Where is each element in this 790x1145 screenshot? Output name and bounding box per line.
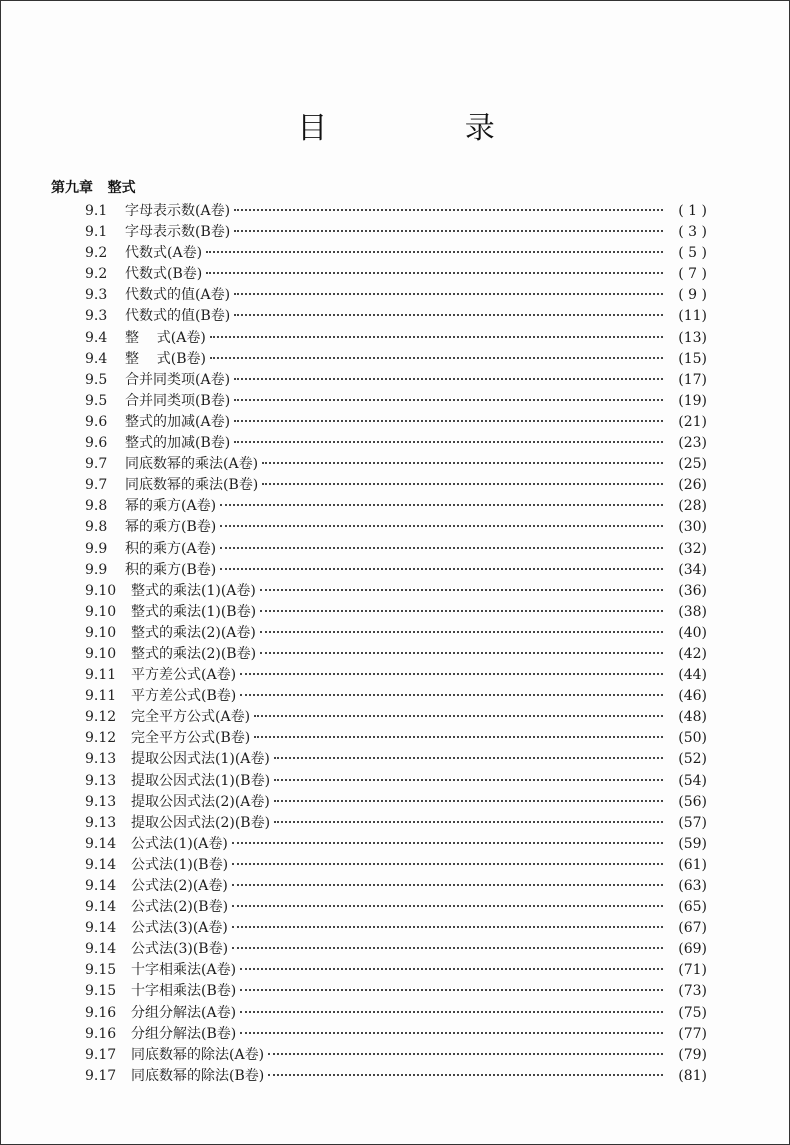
page-number: (61)	[678, 856, 707, 873]
section-number: 9.3	[85, 308, 108, 325]
section-number: 9.10	[85, 624, 117, 641]
toc-entry[interactable]	[85, 602, 707, 623]
toc-entry[interactable]	[85, 855, 707, 876]
section-number: 9.8	[85, 519, 108, 536]
page-number: (71)	[678, 962, 707, 979]
page-number: (13)	[678, 329, 707, 346]
section-number: 9.11	[85, 688, 117, 705]
toc-entry[interactable]	[85, 771, 707, 792]
dot-leader	[268, 1053, 663, 1055]
page-number: ( 3 )	[678, 224, 707, 241]
page-number: ( 5 )	[678, 245, 707, 262]
dot-leader	[240, 1032, 663, 1034]
toc-entry[interactable]	[85, 834, 707, 855]
section-number: 9.2	[85, 245, 108, 262]
section-title: 合并同类项(B卷)	[125, 392, 231, 409]
toc-entry[interactable]	[85, 1003, 707, 1024]
toc-entry[interactable]	[85, 264, 707, 285]
section-number: 9.8	[85, 498, 108, 515]
dot-leader	[254, 736, 663, 738]
page-number: (11)	[678, 308, 707, 325]
dot-leader	[254, 715, 663, 717]
page-number: (59)	[678, 835, 707, 852]
page-number: ( 9 )	[678, 287, 707, 304]
dot-leader	[260, 652, 663, 654]
page-number: (77)	[678, 1025, 707, 1042]
section-number: 9.9	[85, 561, 108, 578]
section-number: 9.16	[85, 1025, 117, 1042]
page-number: (15)	[678, 350, 707, 367]
toc-entry[interactable]	[85, 707, 707, 728]
section-title: 平方差公式(B卷)	[131, 688, 237, 705]
toc-entry[interactable]	[85, 433, 707, 454]
section-number: 9.5	[85, 371, 108, 388]
dot-leader	[232, 863, 663, 865]
toc-entry[interactable]	[85, 475, 707, 496]
toc-entry[interactable]	[85, 749, 707, 770]
section-title: 同底数幂的乘法(A卷)	[125, 456, 259, 473]
section-title: 同底数幂的除法(A卷)	[131, 1046, 265, 1063]
page-number: (52)	[678, 751, 707, 768]
page-number: (63)	[678, 878, 707, 894]
page-number: (54)	[678, 772, 707, 789]
page-number: (50)	[678, 730, 707, 747]
section-number: 9.5	[85, 392, 108, 409]
dot-leader	[274, 821, 663, 823]
toc-entry[interactable]	[85, 960, 707, 981]
section-number: 9.10	[85, 645, 117, 662]
page-number: (56)	[678, 793, 707, 810]
page-number: (69)	[678, 941, 707, 958]
dot-leader	[210, 357, 663, 359]
toc-entry[interactable]	[85, 918, 707, 939]
dot-leader	[232, 905, 663, 907]
toc-entry[interactable]	[85, 285, 707, 306]
section-number: 9.11	[85, 667, 117, 684]
toc-entry[interactable]	[85, 981, 707, 1002]
page-number: (75)	[678, 1004, 707, 1021]
section-number: 9.12	[85, 709, 117, 726]
page-number: (42)	[678, 645, 707, 662]
dot-leader	[260, 610, 663, 612]
dot-leader	[210, 336, 663, 338]
dot-leader	[232, 884, 663, 886]
toc-entry[interactable]	[85, 201, 707, 222]
section-number: 9.2	[85, 266, 108, 283]
dot-leader	[220, 504, 663, 506]
section-title: 整 式(A卷)	[125, 329, 206, 346]
section-title: 代数式(A卷)	[125, 245, 203, 262]
section-title: 公式法(1)(A卷)	[131, 835, 228, 852]
section-number: 9.13	[85, 751, 117, 768]
toc-entry[interactable]	[85, 328, 707, 349]
page-number: (25)	[678, 456, 707, 473]
dot-leader	[206, 251, 663, 253]
section-number: 9.3	[85, 287, 108, 304]
section-title: 同底数幂的除法(B卷)	[131, 1067, 265, 1084]
chapter-heading: 第九章 整式	[51, 180, 136, 196]
section-number: 9.6	[85, 435, 108, 452]
section-number: 9.9	[85, 540, 108, 557]
dot-leader	[274, 757, 663, 759]
section-title: 公式法(2)(A卷)	[131, 878, 228, 894]
toc-entry[interactable]	[85, 897, 707, 918]
dot-leader	[232, 947, 663, 949]
section-title: 幂的乘方(B卷)	[125, 519, 217, 536]
toc-entry[interactable]	[85, 539, 707, 560]
section-title: 字母表示数(B卷)	[125, 224, 231, 241]
section-number: 9.17	[85, 1067, 117, 1084]
dot-leader	[234, 314, 663, 316]
section-title: 整式的乘法(2)(A卷)	[131, 624, 256, 641]
dot-leader	[220, 525, 663, 527]
section-title: 十字相乘法(A卷)	[131, 962, 237, 979]
page-number: (79)	[678, 1046, 707, 1063]
section-number: 9.16	[85, 1004, 117, 1021]
toc-entry[interactable]	[85, 370, 707, 391]
section-title: 平方差公式(A卷)	[131, 667, 237, 684]
section-number: 9.10	[85, 582, 117, 599]
page-number: (19)	[678, 392, 707, 409]
dot-leader	[232, 926, 663, 928]
section-number: 9.15	[85, 962, 117, 979]
toc-entry[interactable]	[85, 876, 707, 897]
dot-leader	[262, 462, 663, 464]
toc-entry[interactable]	[85, 243, 707, 264]
section-title: 提取公因式法(2)(A卷)	[131, 793, 270, 810]
toc-entry[interactable]	[85, 412, 707, 433]
page-number: (26)	[678, 477, 707, 494]
section-title: 公式法(3)(A卷)	[131, 920, 228, 937]
dot-leader	[232, 842, 663, 844]
section-number: 9.14	[85, 835, 117, 852]
page-number: (32)	[678, 540, 707, 557]
section-number: 9.13	[85, 772, 117, 789]
toc-entry[interactable]	[85, 1066, 707, 1087]
section-number: 9.14	[85, 899, 117, 916]
section-title: 完全平方公式(A卷)	[131, 709, 251, 726]
section-title: 分组分解法(A卷)	[131, 1004, 237, 1021]
section-title: 代数式的值(B卷)	[125, 308, 231, 325]
section-title: 完全平方公式(B卷)	[131, 730, 251, 747]
page-number: (34)	[678, 561, 707, 578]
section-title: 整 式(B卷)	[125, 350, 207, 367]
toc-entry[interactable]	[85, 939, 707, 960]
dot-leader	[234, 209, 663, 211]
section-title: 提取公因式法(1)(A卷)	[131, 751, 270, 768]
section-title: 整式的乘法(2)(B卷)	[131, 645, 257, 662]
section-number: 9.14	[85, 941, 117, 958]
page-number: (46)	[678, 688, 707, 705]
page-number: (65)	[678, 899, 707, 916]
section-number: 9.6	[85, 413, 108, 430]
page-number: (48)	[678, 709, 707, 726]
dot-leader	[220, 547, 663, 549]
section-title: 整式的乘法(1)(B卷)	[131, 603, 257, 620]
section-number: 9.14	[85, 856, 117, 873]
dot-leader	[260, 631, 663, 633]
toc-entry[interactable]	[85, 349, 707, 370]
page-number: (67)	[678, 920, 707, 937]
dot-leader	[240, 694, 663, 696]
section-title: 整式的加减(A卷)	[125, 413, 231, 430]
dot-leader	[268, 1074, 663, 1076]
toc-entry[interactable]	[85, 644, 707, 665]
dot-leader	[262, 483, 663, 485]
section-number: 9.4	[85, 350, 108, 367]
dot-leader	[240, 673, 663, 675]
toc-entry[interactable]	[85, 1024, 707, 1045]
toc-entry[interactable]	[85, 306, 707, 327]
section-number: 9.1	[85, 203, 108, 219]
dot-leader	[240, 968, 663, 970]
dot-leader	[274, 800, 663, 802]
section-title: 代数式的值(A卷)	[125, 287, 231, 304]
dot-leader	[234, 230, 663, 232]
dot-leader	[234, 399, 663, 401]
page-number: (23)	[678, 435, 707, 452]
toc-entry[interactable]	[85, 581, 707, 602]
toc-entry[interactable]	[85, 813, 707, 834]
section-title: 积的乘方(B卷)	[125, 561, 217, 578]
toc-entry[interactable]	[85, 665, 707, 686]
toc-entry[interactable]	[85, 222, 707, 243]
section-title: 公式法(2)(B卷)	[131, 899, 229, 916]
section-number: 9.1	[85, 224, 108, 241]
dot-leader	[240, 989, 663, 991]
section-title: 整式的乘法(1)(A卷)	[131, 582, 256, 599]
page-number: (73)	[678, 983, 707, 1000]
page-number: (17)	[678, 371, 707, 388]
section-title: 幂的乘方(A卷)	[125, 498, 217, 515]
toc-entry[interactable]	[85, 391, 707, 412]
toc-entry[interactable]	[85, 454, 707, 475]
dot-leader	[260, 589, 663, 591]
dot-leader	[234, 293, 663, 295]
section-title: 公式法(3)(B卷)	[131, 941, 229, 958]
page-number: ( 1 )	[678, 203, 707, 219]
section-title: 公式法(1)(B卷)	[131, 856, 229, 873]
page-number: ( 7 )	[678, 266, 707, 283]
section-title: 分组分解法(B卷)	[131, 1025, 237, 1042]
dot-leader	[234, 420, 663, 422]
section-number: 9.4	[85, 329, 108, 346]
section-number: 9.10	[85, 603, 117, 620]
section-title: 整式的加减(B卷)	[125, 435, 231, 452]
page-number: (28)	[678, 498, 707, 515]
section-number: 9.15	[85, 983, 117, 1000]
dot-leader	[274, 779, 663, 781]
section-title: 代数式(B卷)	[125, 266, 203, 283]
section-number: 9.7	[85, 477, 108, 494]
toc-entry[interactable]	[85, 496, 707, 517]
page-number: (38)	[678, 603, 707, 620]
section-number: 9.13	[85, 814, 117, 831]
section-number: 9.13	[85, 793, 117, 810]
section-title: 积的乘方(A卷)	[125, 540, 217, 557]
toc-entry[interactable]	[85, 792, 707, 813]
toc-entry[interactable]	[85, 686, 707, 707]
dot-leader	[234, 441, 663, 443]
page-number: (81)	[678, 1067, 707, 1084]
page-number: (36)	[678, 582, 707, 599]
section-number: 9.14	[85, 920, 117, 937]
table-of-contents	[85, 201, 707, 1087]
section-title: 字母表示数(A卷)	[125, 203, 231, 219]
section-number: 9.17	[85, 1046, 117, 1063]
page-title: 目 录	[297, 111, 559, 146]
dot-leader	[206, 272, 663, 274]
toc-entry[interactable]	[85, 623, 707, 644]
toc-entry[interactable]	[85, 728, 707, 749]
section-title: 合并同类项(A卷)	[125, 371, 231, 388]
section-title: 提取公因式法(1)(B卷)	[131, 772, 271, 789]
toc-entry[interactable]	[85, 517, 707, 538]
page-number: (40)	[678, 624, 707, 641]
page-number: (57)	[678, 814, 707, 831]
section-number: 9.12	[85, 730, 117, 747]
toc-entry[interactable]	[85, 1045, 707, 1066]
toc-entry[interactable]	[85, 560, 707, 581]
page-number: (30)	[678, 519, 707, 536]
dot-leader	[234, 378, 663, 380]
page-number: (21)	[678, 413, 707, 430]
page-number: (44)	[678, 667, 707, 684]
section-title: 提取公因式法(2)(B卷)	[131, 814, 271, 831]
dot-leader	[240, 1011, 663, 1013]
section-title: 十字相乘法(B卷)	[131, 983, 237, 1000]
section-number: 9.14	[85, 878, 117, 894]
section-title: 同底数幂的乘法(B卷)	[125, 477, 259, 494]
dot-leader	[220, 568, 663, 570]
section-number: 9.7	[85, 456, 108, 473]
